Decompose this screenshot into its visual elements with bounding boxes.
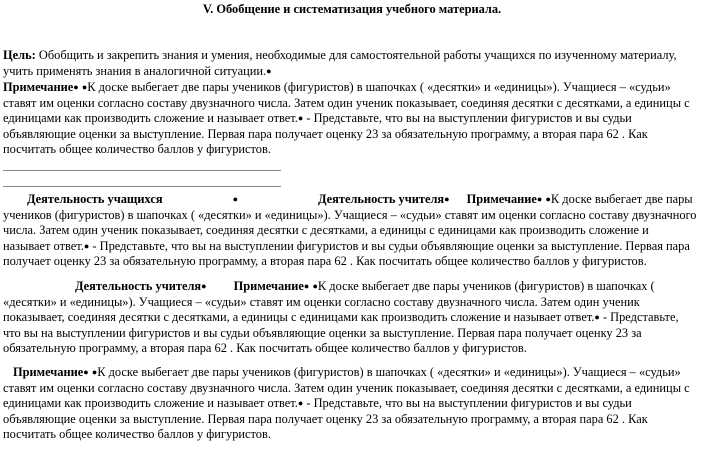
goal-label: Цель: xyxy=(3,48,36,62)
column-header-teacher: Деятельность учителя xyxy=(318,192,445,206)
bullet-icon: ● xyxy=(444,194,450,204)
note-paragraph-2 xyxy=(3,192,699,270)
bullet-icon: ● xyxy=(232,194,238,204)
note-text: К доске выбегает две пары учеников (фигуристов) в шапочках ( «десятки» и «единицы»). Учащиеся – «судьи» ставят им оценки согласно составу двузначного числа. Затем один ученик показывает, соединяя десятки с десятками, а единицы с единицами как производить сложение и называет ответ. xyxy=(3,279,655,325)
note-label: Примечание xyxy=(466,192,537,206)
bullet-icon: ● xyxy=(303,281,310,291)
bullet-icon: ● xyxy=(83,240,90,251)
bullet-icon: ● xyxy=(266,65,272,76)
note-text-2: - Представьте, что вы на выступлении фигуристов и вы судьи объявляющие оценки за выступление. Первая пара получает оценку 23 за обязательную программу, а вторая пара 62 . Как посчитать общее количество баллов у фигуристов. xyxy=(3,310,679,356)
goal-paragraph xyxy=(3,48,699,79)
divider-line xyxy=(3,186,281,187)
bullet-icon: ● xyxy=(545,194,551,204)
bullet-icon: ● xyxy=(297,398,304,409)
column-header-students: Деятельность учащихся xyxy=(27,192,163,206)
bullet-icon: ● xyxy=(594,312,600,323)
column-header-teacher: Деятельность учителя xyxy=(75,279,202,293)
bullet-icon: ● xyxy=(73,82,79,92)
bullet-icon: ● xyxy=(201,281,207,291)
goal-text: Обобщить и закрепить знания и умения, необходимые для самостоятельной работы учащихся по изученному материалу, учить применять знания в аналогичной ситуации. xyxy=(3,48,677,78)
note-paragraph-1 xyxy=(3,80,699,158)
note-text-2: - Представьте, что вы на выступлении фигуристов и вы судьи объявляющие оценки за выступление. Первая пара получает оценку 23 за обязательную программу, а вторая пара 62 . Как посчитать общее количество баллов у фигуристов. xyxy=(3,111,648,157)
section-heading: V. Обобщение и систематизация учебного материала. xyxy=(202,2,502,16)
note-paragraph-4 xyxy=(3,365,699,443)
bullet-icon: ● xyxy=(312,281,318,291)
note-label: Примечание xyxy=(233,279,304,293)
note-paragraph-3 xyxy=(3,279,699,357)
note-text-2: - Представьте, что вы на выступлении фигуристов и вы судьи объявляющие оценки за выступление. Первая пара получает оценку 23 за обязательную программу, а вторая пара 62 . Как посчитать общее количество баллов у фигуристов. xyxy=(3,238,690,269)
bullet-icon: ● xyxy=(536,194,543,204)
note-label: Примечание xyxy=(3,80,74,94)
note-text-2: - Представьте, что вы на выступлении фигуристов и вы судьи объявляющие оценки за выступление. Первая пара получает оценку 23 за обязательную программу, а вторая пара 62 . Как посчитать общее количество баллов у фигуристов. xyxy=(3,396,648,442)
note-label: Примечание xyxy=(13,365,84,379)
note-text: К доске выбегает две пары учеников (фигуристов) в шапочках ( «десятки» и «единицы»). Учащиеся – «судьи» ставят им оценки согласно составу двузначного числа. Затем один ученик показывает, соединяя десятки с десятками, а единицы с единицами как производить сложение и называет ответ. xyxy=(3,192,697,253)
bullet-icon: ● xyxy=(91,367,98,377)
bullet-icon: ● xyxy=(83,367,89,377)
note-text: К доске выбегает две пары учеников (фигуристов) в шапочках ( «десятки» и «единицы»). Учащиеся – «судьи» ставят им оценки согласно составу двузначного числа. Затем один ученик показывает, соединяя десятки с десятками, а единицы с единицами как производить сложение и называет ответ. xyxy=(3,365,690,411)
bullet-icon: ● xyxy=(297,113,304,124)
bullet-icon: ● xyxy=(81,82,88,92)
note-text: К доске выбегает две пары учеников (фигуристов) в шапочках ( «десятки» и «единицы»). Учащиеся – «судьи» ставят им оценки согласно составу двузначного числа. Затем один ученик показывает, соединяя десятки с десятками, а единицы с единицами как производить сложение и называет ответ. xyxy=(3,80,690,126)
divider-line xyxy=(3,170,281,171)
